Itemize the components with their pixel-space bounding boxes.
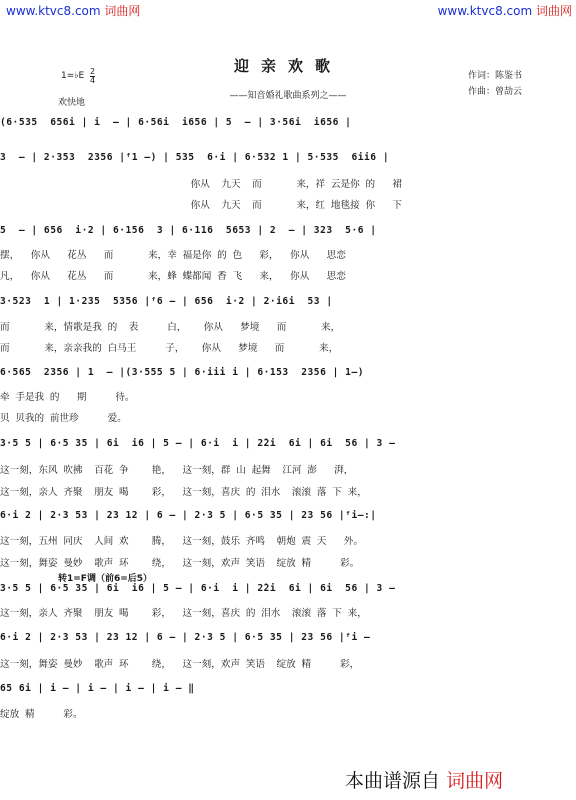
key-signature: 1=♭E — [61, 71, 85, 81]
modulation-note: 转1=F调（前6=后5） — [58, 574, 153, 584]
music-row-10: 65 6i | i — | i — | i — | i — ‖ — [0, 683, 195, 694]
song-title: 迎亲欢歌 — [233, 57, 342, 75]
lyric-row-8a: 这一刻，亲人 齐聚 朋友 喝 彩， 这一刻，喜庆 的 泪水 滚滚 落 下 来， — [0, 608, 367, 619]
site-url-right[interactable]: www.ktvc8.com — [437, 4, 533, 18]
lyric-row-5a: 牵 手是我 的 期 待。 — [0, 392, 135, 403]
meter-top: 2 — [90, 67, 96, 76]
lyric-row-2a: 你从 九天 而 来，祥 云是你 的 裙 — [0, 179, 402, 190]
lyric-row-6a: 这一刻，东风 吹拂 百花 争 艳， 这一刻，群 山 起舞 江河 澎 湃， — [0, 465, 354, 476]
tempo-marking: 欢快地 — [58, 98, 86, 108]
song-subtitle: ——知音婚礼歌曲系列之—— — [229, 91, 347, 101]
source-footer — [345, 766, 503, 793]
music-row-7: 6·i 2 | 2·3 53 | 23 12 | 6 — | 2·3 5 | 6·5 35 | 23 56 |ᶠi—:| — [0, 510, 377, 521]
lyric-row-5b: 贝 贝我的 前世珍 爱。 — [0, 413, 127, 424]
lyric-row-3a: 摆， 你从 花丛 而 来，幸 福是你 的 色 彩， 你从 思恋 — [0, 250, 346, 261]
lyric-row-10a: 绽放 精 彩。 — [0, 709, 83, 720]
music-row-4: 3·523 1 | 1·235 5356 |ᶠ6 — | 656 i·2 | 2·i6i 53 | — [0, 296, 333, 307]
time-signature — [90, 68, 95, 85]
music-row-6: 3·5 5 | 6·5 35 | 6i i6 | 5 — | 6·i i | 2̇2i 6i | 6i 56 | 3 — — [0, 438, 396, 449]
lyric-row-7b: 这一刻，舞姿 曼妙 歌声 环 绕， 这一刻，欢声 笑语 绽放 精 彩。 — [0, 558, 360, 569]
lyric-row-4b: 而 来，亲亲我的 白马王 子， 你从 梦境 而 来， — [0, 343, 339, 354]
music-row-1: (6·535 656i | i — | 6·56i i656 | 5 — | 3·56i i656 | — [0, 117, 352, 128]
site-name-right[interactable]: 词曲网 — [535, 4, 572, 18]
site-header-left — [6, 2, 140, 19]
site-name-left[interactable]: 词曲网 — [104, 4, 141, 18]
site-header-right — [438, 2, 572, 19]
music-row-3: 5 — | 656 i·2 | 6·156 3 | 6·116 5653 | 2 — | 323 5·6 | — [0, 225, 377, 236]
lyric-row-7a: 这一刻，五州 同庆 人间 欢 腾， 这一刻，鼓乐 齐鸣 朝炮 震 天 外。 — [0, 536, 363, 547]
music-row-8: 3·5 5 | 6·5 35 | 6i i6 | 5 — | 6·i i | 2̇2i 6i | 6i 56 | 3 — — [0, 583, 396, 594]
lyricist-credit: 作词：陈鉴书 — [468, 71, 523, 81]
lyric-row-9a: 这一刻，舞姿 曼妙 歌声 环 绕， 这一刻，欢声 笑语 绽放 精 彩， — [0, 659, 360, 670]
lyric-row-2b: 你从 九天 而 来，红 地毯接 你 下 — [0, 200, 402, 211]
lyric-row-6b: 这一刻，亲人 齐聚 朋友 喝 彩， 这一刻，喜庆 的 泪水 滚滚 落 下 来， — [0, 487, 367, 498]
music-row-9: 6·i 2 | 2·3 53 | 23 12 | 6 — | 2·3 5 | 6·5 35 | 23 56 |ᶠi — — [0, 632, 371, 643]
music-row-2: 3 — | 2·353 2356 |ᶠ1 —) | 535 6·i | 6·532 1 | 5·535 6ii6 | — [0, 152, 390, 163]
music-row-5: 6·565 2356 | 1 — |(3·555 5 | 6·iii i | 6·153 2356 | 1—) — [0, 367, 365, 378]
footer-source-text: 本曲谱源自 — [345, 770, 441, 792]
lyric-row-3b: 凡， 你从 花丛 而 来，蜂 蝶都闻 香 飞 来， 你从 思恋 — [0, 271, 346, 282]
lyric-row-4a: 而 来，情歌是我 的 表 白， 你从 梦境 而 来， — [0, 322, 341, 333]
footer-site-name[interactable]: 词曲网 — [446, 770, 504, 792]
meter-bottom: 4 — [90, 76, 96, 85]
composer-credit: 作曲：曾劼云 — [468, 87, 523, 97]
site-url-left[interactable]: www.ktvc8.com — [6, 4, 101, 18]
